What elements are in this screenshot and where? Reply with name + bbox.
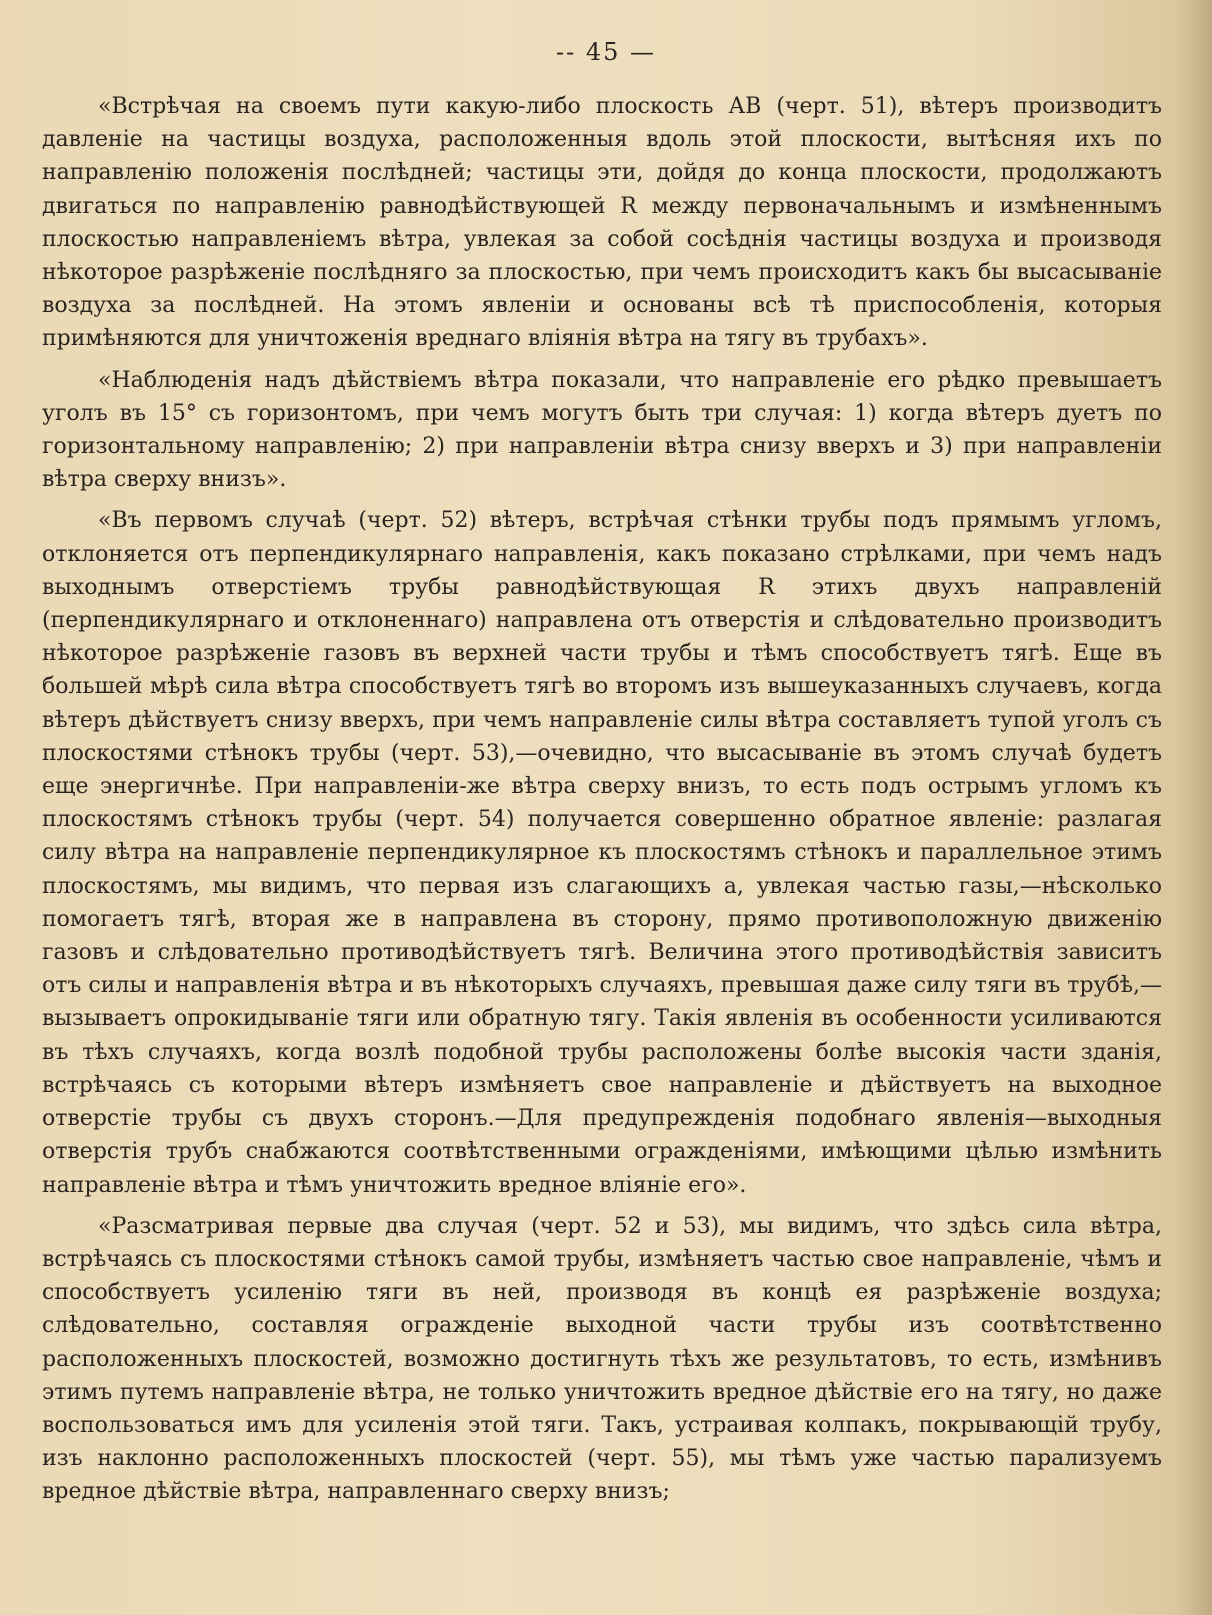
paragraph-3: «Въ первомъ случаѣ (черт. 52) вѣтеръ, встрѣчая стѣнки трубы подъ прямымъ угломъ, отклоняется отъ перпендикулярнаго направленія, какъ показано стрѣлками, при чемъ надъ выходнымъ отверстіемъ трубы равнодѣйствующая R этихъ двухъ направленій (перпендикулярнаго и отклоненнаго) направлена отъ отверстія и слѣдовательно производитъ нѣкоторое разрѣженіе газовъ въ верхней части трубы и тѣмъ способствуетъ тягѣ. Еще въ большей мѣрѣ сила вѣтра способствуетъ тягѣ во второмъ изъ вышеуказанныхъ случаевъ, когда вѣтеръ дѣйствуетъ снизу вверхъ, при чемъ направленіе силы вѣтра составляетъ тупой уголъ съ плоскостями стѣнокъ трубы (черт. 53),—очевидно, что высасываніе въ этомъ случаѣ будетъ еще энергичнѣе. При направленіи-же вѣтра сверху внизъ, то есть подъ острымъ угломъ къ плоскостямъ стѣнокъ трубы (черт. 54) получается совершенно обратное явленіе: разлагая силу вѣтра на направленіе перпендикулярное къ плоскостямъ стѣнокъ и параллельное этимъ плоскостямъ, мы видимъ, что первая изъ слагающихъ a, увлекая частью газы,—нѣсколько помогаетъ тягѣ, вторая же в направлена въ сторону, прямо противоположную движенію газовъ и слѣдовательно противодѣйствуетъ тягѣ. Величина этого противодѣйствія зависитъ отъ силы и направленія вѣтра и въ нѣкоторыхъ случаяхъ, превышая даже силу тяги въ трубѣ,—вызываетъ опрокидываніе тяги или обратную тягу. Такія явленія въ особенности усиливаются въ тѣхъ случаяхъ, когда возлѣ подобной трубы расположены болѣе высокія части зданія, встрѣчаясь съ которыми вѣтеръ измѣняетъ свое направленіе и дѣйствуетъ на выходное отверстіе трубы съ двухъ сторонъ.—Для предупрежденія подобнаго явленія—выходныя отверстія трубъ снабжаются соотвѣтственными огражденіями, имѣющими цѣлью измѣнить направленіе вѣтра и тѣмъ уничтожить вредное вліяніе его». xyxy=(42,508,1162,1198)
page-number: -- 45 — xyxy=(555,38,656,66)
paragraph-4: «Разсматривая первые два случая (черт. 52 и 53), мы видимъ, что здѣсь сила вѣтра, встрѣчаясь съ плоскостями стѣнокъ самой трубы, измѣняетъ частью свое направленіе, чѣмъ и способствуетъ усиленію тяги въ ней, производя въ концѣ ея разрѣженіе воздуха; слѣдовательно, составляя огражденіе выходной части трубы изъ соотвѣтственно расположенныхъ плоскостей, возможно достигнуть тѣхъ же результатовъ, то есть, измѣнивъ этимъ путемъ направленіе вѣтра, не только уничтожить вредное дѣйствіе его на тягу, но даже воспользоваться имъ для усиленія этой тяги. Такъ, устраивая колпакъ, покрывающій трубу, изъ наклонно расположенныхъ плоскостей (черт. 55), мы тѣмъ уже частью парализуемъ вредное дѣйствіе вѣтра, направленнаго сверху внизъ; xyxy=(42,1213,1162,1505)
body-text xyxy=(42,90,1162,1517)
paragraph-2: «Наблюденія надъ дѣйствіемъ вѣтра показали, что направленіе его рѣдко превышаетъ уголъ въ 15° съ горизонтомъ, при чемъ могутъ быть три случая: 1) когда вѣтеръ дуетъ по горизонтальному направленію; 2) при направленіи вѣтра снизу вверхъ и 3) при направленіи вѣтра сверху внизъ». xyxy=(42,367,1162,493)
paragraph-1: «Встрѣчая на своемъ пути какую-либо плоскость АВ (черт. 51), вѣтеръ производитъ давленіе на частицы воздуха, расположенныя вдоль этой плоскости, вытѣсняя ихъ по направленію положенія послѣдней; частицы эти, дойдя до конца плоскости, продолжаютъ двигаться по направленію равнодѣйствующей R между первоначальнымъ и измѣненнымъ плоскостью направленіемъ вѣтра, увлекая за собой сосѣднія частицы воздуха и производя нѣкоторое разрѣженіе послѣдняго за плоскостью, при чемъ происходитъ какъ бы высасываніе воздуха за послѣдней. На этомъ явленіи и основаны всѣ тѣ приспособленія, которыя примѣняются для уничтоженія вреднаго вліянія вѣтра на тягу въ трубахъ». xyxy=(42,94,1162,352)
